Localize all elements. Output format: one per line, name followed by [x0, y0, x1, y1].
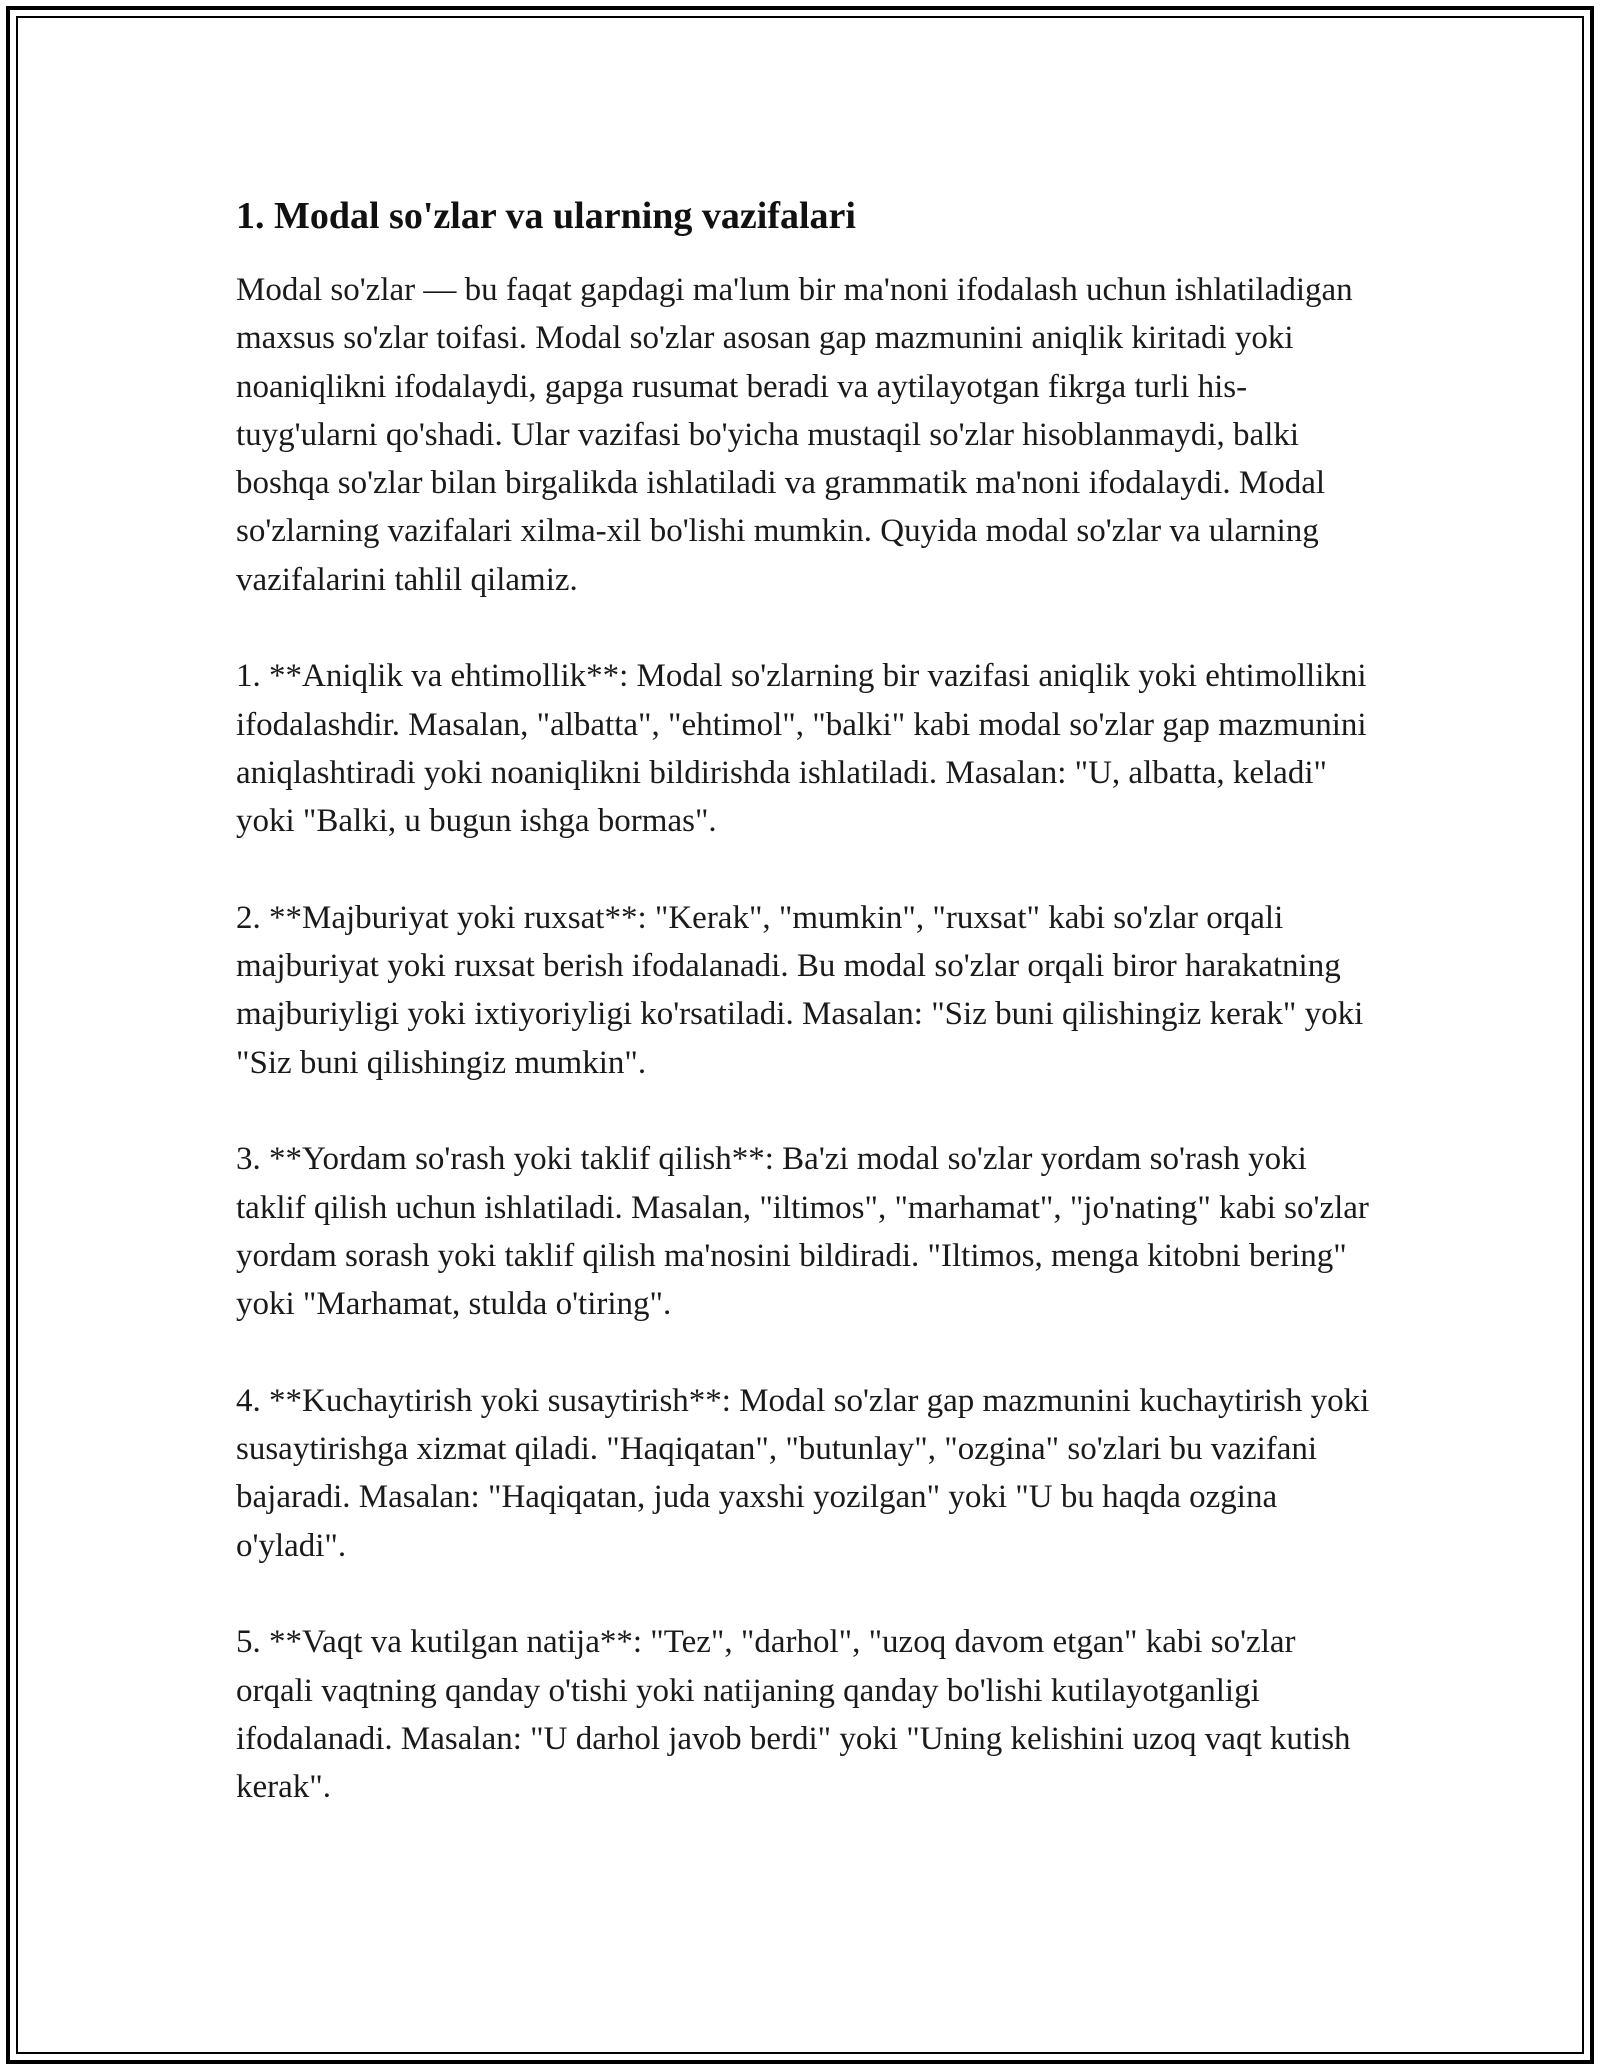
- paragraph-spacer: [236, 1329, 1376, 1377]
- list-item-3: 3. **Yordam so'rash yoki taklif qilish**: Ba'zi modal so'zlar yordam so'rash yoki taklif qilish uchun ishlatiladi. Masalan, "iltimos", "marhamat", "jo'nating" kabi so'zlar yordam sorash yoki taklif qilish ma'nosini bildiradi. "Iltimos, menga kitobni bering" yoki "Marhamat, stulda o'tiring".: [236, 1141, 1369, 1323]
- paragraph-spacer: [236, 604, 1376, 652]
- list-item-2: 2. **Majburiyat yoki ruxsat**: "Kerak", "mumkin", "ruxsat" kabi so'zlar orqali majburiyat yoki ruxsat berish ifodalanadi. Bu modal so'zlar orqali biror harakatning majburiyligi yoki ixtiyoriyligi ko'rsatiladi. Masalan: "Siz buni qilishingiz kerak" yoki "Siz buni qilishingiz mumkin".: [236, 899, 1364, 1081]
- intro-paragraph: Modal so'zlar — bu faqat gapdagi ma'lum bir ma'noni ifodalash uchun ishlatiladigan maxsus so'zlar toifasi. Modal so'zlar asosan gap mazmunini aniqlik kiritadi yoki noaniqlikni ifodalaydi, gapga rusumat beradi va aytilayotgan fikrga turli his-tuyg'ularni qo'shadi. Ular vazifasi bo'yicha mustaqil so'zlar hisoblanmaydi, balki boshqa so'zlar bilan birgalikda ishlatiladi va grammatik ma'noni ifodalaydi. Modal so'zlarning vazifalari xilma-xil bo'lishi mumkin. Quyida modal so'zlar va ularning vazifalarini tahlil qilamiz.: [236, 272, 1353, 598]
- section-heading: 1. Modal so'zlar va ularning vazifalari: [236, 195, 856, 237]
- list-item-1: 1. **Aniqlik va ehtimollik**: Modal so'zlarning bir vazifasi aniqlik yoki ehtimollikni ifodalashdir. Masalan, "albatta", "ehtimol", "balki" kabi modal so'zlar gap mazmunini aniqlashtiradi yoki noaniqlikni bildirishda ishlatiladi. Masalan: "U, albatta, keladi" yoki "Balki, u bugun ishga bormas".: [236, 658, 1367, 840]
- paragraph-spacer: [236, 1087, 1376, 1135]
- document-body: [236, 188, 1376, 1812]
- paragraph-spacer: [236, 846, 1376, 894]
- list-item-4: 4. **Kuchaytirish yoki susaytirish**: Modal so'zlar gap mazmunini kuchaytirish yoki susaytirishga xizmat qiladi. "Haqiqatan", "butunlay", "ozgina" so'zlari bu vazifani bajaradi. Masalan: "Haqiqatan, juda yaxshi yozilgan" yoki "U bu haqda ozgina o'yladi".: [236, 1382, 1370, 1564]
- list-item-5: 5. **Vaqt va kutilgan natija**: "Tez", "darhol", "uzoq davom etgan" kabi so'zlar orqali vaqtning qanday o'tishi yoki natijaning qanday bo'lishi kutilayotganligi ifodalanadi. Masalan: "U darhol javob berdi" yoki "Uning kelishini uzoq vaqt kutish kerak".: [236, 1624, 1351, 1806]
- paragraph-spacer: [236, 1570, 1376, 1618]
